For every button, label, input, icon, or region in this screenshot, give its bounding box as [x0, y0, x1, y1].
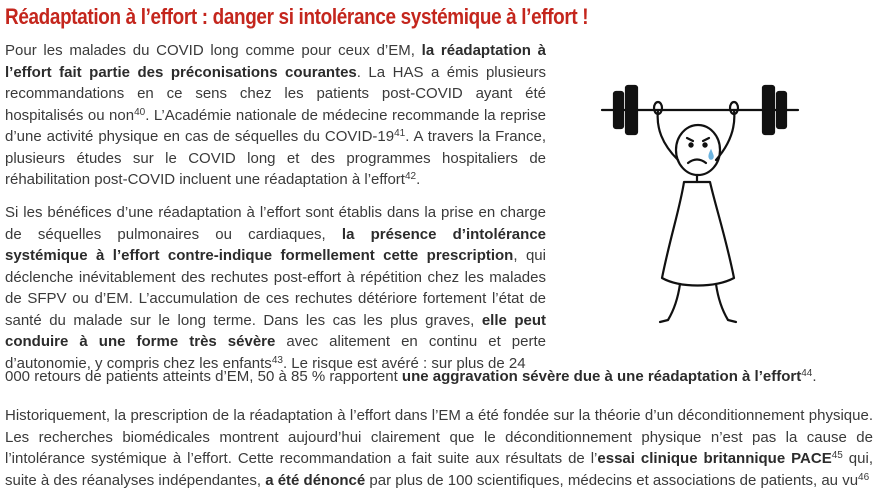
left-eyebrow [687, 138, 693, 141]
left-eye [689, 143, 692, 146]
bold-text: la présence d’intolérance systémique à l’effort contre-indique formellement cette prescription [5, 225, 547, 264]
weightlifter-illustration [600, 78, 800, 328]
paragraph-contre-indication-end [5, 366, 873, 388]
barbell-plate-left-outer [614, 92, 623, 128]
text: avec alitement en continu et perte d’autonomie, y compris chez les enfants [5, 333, 546, 372]
footnote-ref-44[interactable]: 44 [801, 368, 813, 379]
head [676, 125, 720, 175]
page-title: Réadaptation à l’effort : danger si intolérance systémique à l’effort ! [5, 4, 589, 29]
bold-text: a été dénoncé [265, 471, 366, 489]
text: Pour les malades du COVID long comme pour ceux d’EM, [5, 42, 422, 59]
barbell-plate-left-inner [626, 86, 637, 134]
text: Historiquement, la prescription de la réadaptation à l’effort dans l’EM a été fondée sur la théorie d’un déconditionnement physique. Les recherches biomédicales montrent aujourd’hui clairement que le déconditionnement physique n’est pas la cause de l’intolérance systémique à l’effort. Cette recommandation a fait suite aux résultats de l’ [5, 407, 873, 467]
text: par plus de 100 scientifiques, médecins et associations de patients, au vu [365, 471, 859, 489]
barbell-plate-right-outer [777, 92, 786, 128]
left-leg [660, 284, 680, 322]
text: . [812, 368, 817, 385]
body [662, 182, 734, 286]
paragraph-historique [5, 405, 873, 491]
text: Si les bénéfices d’une réadaptation à l’effort sont établis dans la prise en charge de séquelles pulmonaires ou cardiaques, [5, 204, 546, 243]
text: . La HAS a émis plusieurs recommandations en ce sens chez les patients post-COVID ayant été hospitalisés ou non [5, 63, 546, 124]
text: . Le risque est avéré : sur plus de 24 [282, 354, 526, 372]
left-arm [658, 110, 678, 160]
footnote-ref-42[interactable]: 42 [404, 171, 417, 182]
footnote-ref-43[interactable]: 43 [271, 354, 283, 366]
bold-text: une aggravation sévère due à une réadaptation à l’effort [401, 368, 802, 385]
bold-text: essai clinique britannique PACE [597, 450, 832, 467]
paragraph-contre-indication [5, 202, 546, 374]
right-eye [703, 143, 706, 146]
footnote-ref-46[interactable]: 46 [858, 471, 870, 483]
right-arm [716, 110, 734, 160]
text: qui, suite à des réanalyses indépendantes, [5, 450, 873, 489]
text: . L’Académie nationale de médecine recommande la reprise d’une activité physique en cas de séquelles du COVID-19 [5, 106, 546, 145]
barbell-plate-right-inner [763, 86, 774, 134]
text: , qui déclenche inévitablement des rechutes post-effort à répétition chez les malades de SFPV ou d’EM. L’accumulation de ces rechutes détériore fortement l’état de santé du malade sur le long terme. Dans les cas les plus graves, [5, 247, 546, 329]
text: 000 retours de patients atteints d’EM, 50 à 85 % rapportent [5, 368, 402, 385]
right-leg [716, 284, 736, 322]
sad-mouth [688, 160, 706, 164]
paragraph-covid-long [5, 40, 546, 191]
bold-text: la réadaptation à l’effort fait partie des préconisations courantes [5, 42, 546, 81]
bold-text: elle peut conduire à une forme très sévère [5, 311, 546, 350]
text: . [416, 171, 421, 188]
footnote-ref-41[interactable]: 41 [394, 128, 406, 139]
footnote-ref-45[interactable]: 45 [831, 450, 843, 461]
right-eyebrow [703, 138, 709, 141]
text: . A travers la France, plusieurs études sur le COVID long et des programmes hospitaliers de réhabilitation post-COVID incluent une réadaptation à l’effort [5, 128, 546, 188]
tear-drop [709, 150, 713, 159]
footnote-ref-40[interactable]: 40 [134, 106, 146, 118]
